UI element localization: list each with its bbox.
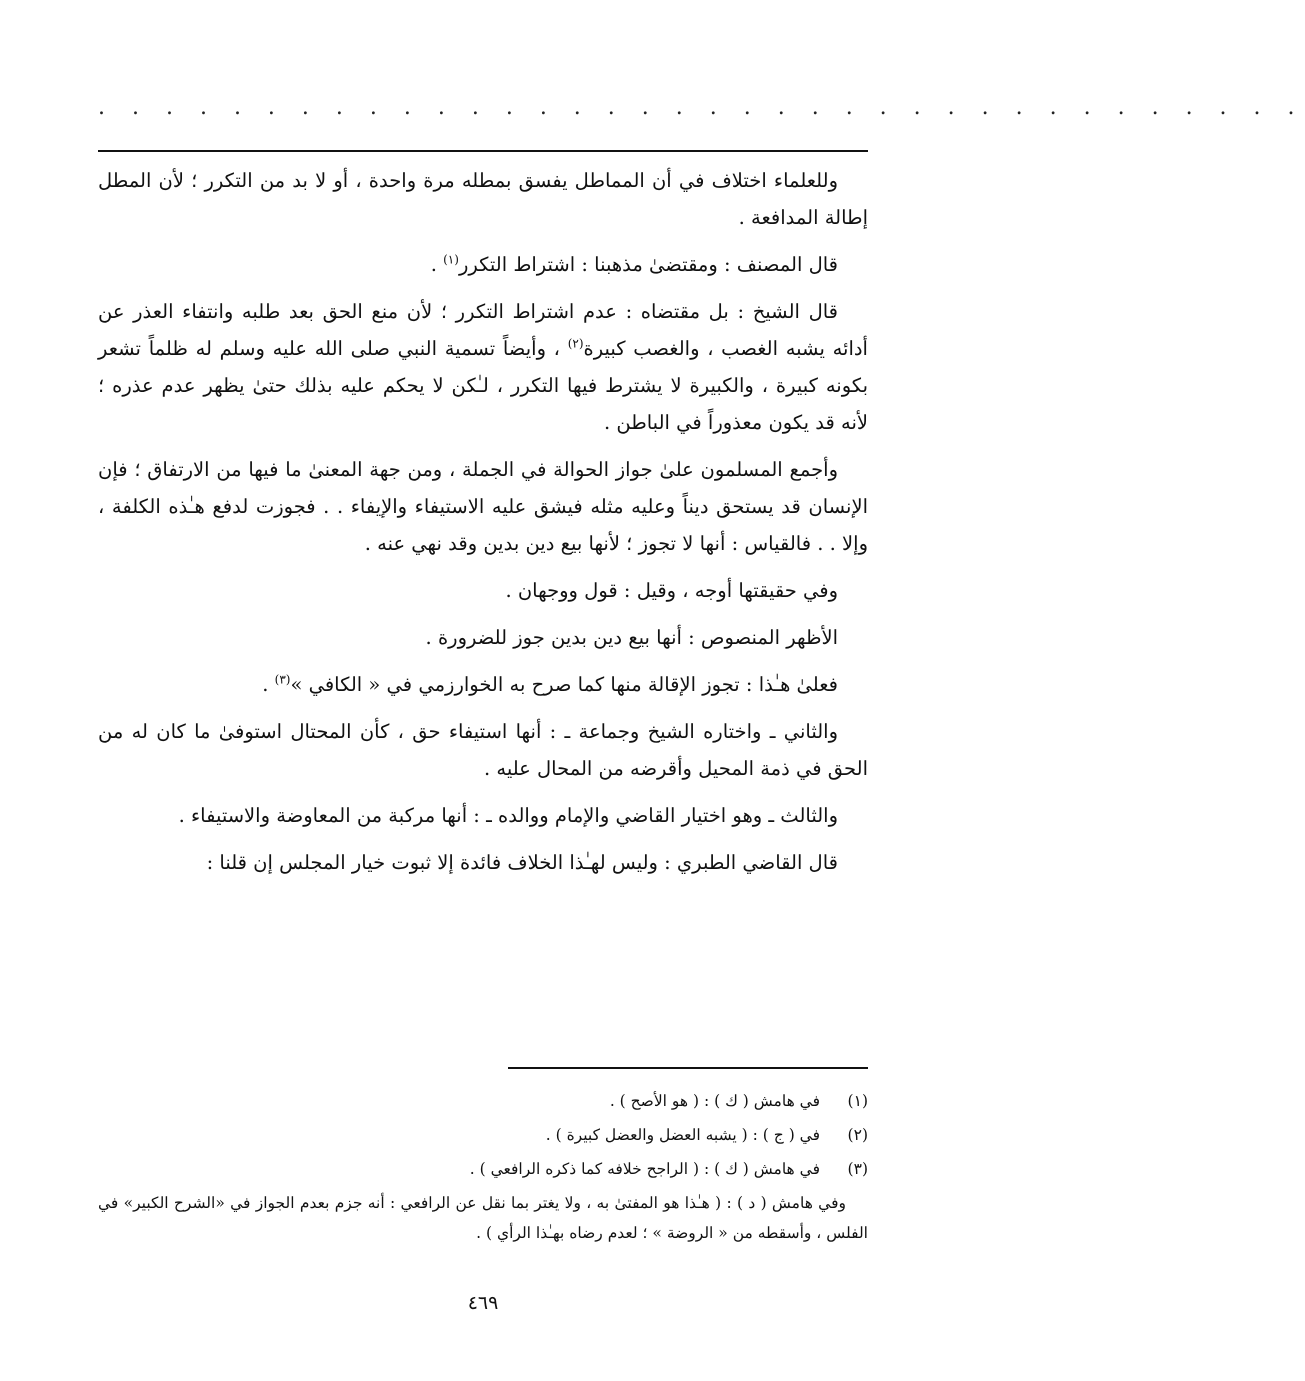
header-rule — [98, 150, 868, 152]
paragraph-7-end: . — [262, 673, 275, 696]
footnote-ref-3[interactable]: (٣) — [274, 672, 291, 687]
header-dotted-line: . . . . . . . . . . . . . . . . . . . . . . . . . . . . . . . . . . . . — [98, 95, 1305, 120]
paragraph-7 — [98, 666, 868, 703]
footnote-3 — [98, 1152, 868, 1186]
footnote-2 — [98, 1118, 868, 1152]
footnote-number: (٢) — [847, 1126, 868, 1144]
paragraph-3-text: قال الشيخ : بل مقتضاه : عدم اشتراط التكرر ؛ لأن منع الحق بعد طلبه وانتفاء العذر عن أدائه يشبه الغصب ، والغصب كبيرة — [98, 300, 868, 360]
paragraph-3 — [98, 293, 868, 441]
paragraph-2 — [98, 246, 868, 283]
footnote-text: في هامش ( ك ) : ( هو الأصح ) . — [609, 1092, 820, 1110]
paragraph-4: وأجمع المسلمون علىٰ جواز الحوالة في الجملة ، ومن جهة المعنىٰ ما فيها من الارتفاق ؛ فإن الإنسان قد يستحق ديناً وعليه مثله فيشق عليه الاستيفاء والإيفاء . . فجوزت لدفع هـٰذه الكلفة ، وإلا . . فالقياس : أنها لا تجوز ؛ لأنها بيع دين بدين وقد نهي عنه . — [98, 458, 868, 555]
paragraph-9: والثالث ـ وهو اختيار القاضي والإمام ووالده ـ : أنها مركبة من المعاوضة والاستيفاء . — [178, 804, 838, 827]
footnote-ref-1[interactable]: (١) — [443, 252, 459, 267]
footnote-ref-2[interactable]: (٢) — [567, 336, 584, 351]
paragraph-3-continuation: ، وأيضاً تسمية النبي صلى الله عليه وسلم له ظلماً تشعر بكونه كبيرة ، والكبيرة لا يشترط فيها التكرر ، لـٰكن لا يحكم عليه بذلك حتىٰ يظهر عدم عذره ؛ لأنه قد يكون معذوراً في الباطن . — [98, 337, 868, 434]
paragraph-1: وللعلماء اختلاف في أن المماطل يفسق بمطله مرة واحدة ، أو لا بد من التكرر ؛ لأن المطل إطالة المدافعة . — [98, 169, 868, 229]
paragraph-2-text: قال المصنف : ومقتضىٰ مذهبنا : اشتراط التكرر — [458, 253, 838, 276]
footnote-1 — [98, 1084, 868, 1118]
footnote-text: في هامش ( ك ) : ( الراجح خلافه كما ذكره الرافعي ) . — [469, 1160, 820, 1178]
paragraph-6: الأظهر المنصوص : أنها بيع دين بدين جوز للضرورة . — [425, 626, 838, 649]
main-text — [98, 162, 868, 891]
footnote-text: في ( ج ) : ( يشبه العضل والعضل كبيرة ) . — [545, 1126, 820, 1144]
paragraph-8: والثاني ـ واختاره الشيخ وجماعة ـ : أنها استيفاء حق ، كأن المحتال استوفىٰ ما كان له من الحق في ذمة المحيل وأقرضه من المحال عليه . — [98, 720, 868, 780]
footnote-number: (١) — [847, 1092, 868, 1110]
footnotes — [98, 1084, 868, 1248]
book-page — [98, 0, 1305, 1381]
paragraph-5: وفي حقيقتها أوجه ، وقيل : قول ووجهان . — [505, 579, 838, 602]
paragraph-2-end: . — [430, 253, 444, 276]
paragraph-7-text: فعلىٰ هـٰذا : تجوز الإقالة منها كما صرح به الخوارزمي في « الكافي » — [290, 673, 838, 696]
footnote-separator — [508, 1067, 868, 1069]
page-number: ٤٦٩ — [467, 1292, 499, 1314]
footnote-number: (٣) — [847, 1160, 868, 1178]
footnote-3-continuation: وفي هامش ( د ) : ( هـٰذا هو المفتىٰ به ، ولا يغتر بما نقل عن الرافعي : أنه جزم بعدم الجواز في «الشرح الكبير» في الفلس ، وأسقطه من « الروضة » ؛ لعدم رضاه بهـٰذا الرأي ) . — [98, 1194, 868, 1242]
paragraph-10: قال القاضي الطبري : وليس لهـٰذا الخلاف فائدة إلا ثبوت خيار المجلس إن قلنا : — [206, 851, 838, 874]
